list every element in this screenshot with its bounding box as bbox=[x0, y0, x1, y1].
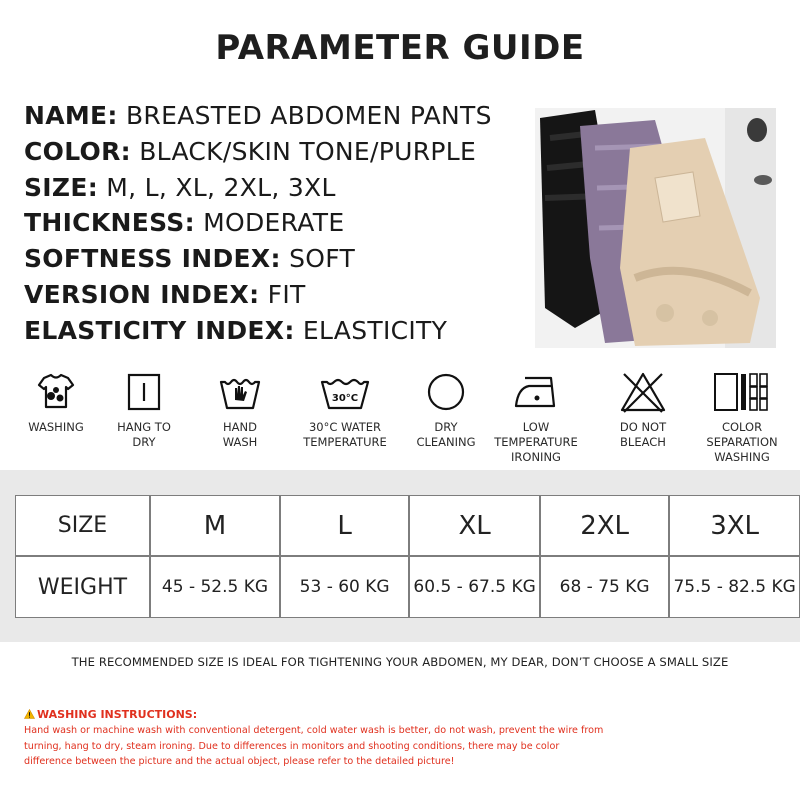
spec-size bbox=[24, 170, 534, 206]
hand-wash-icon bbox=[218, 370, 262, 414]
care-color-separation bbox=[692, 370, 792, 465]
size-cell: 2XL bbox=[540, 495, 669, 556]
care-label: DRY CLEANING bbox=[416, 420, 476, 449]
size-cell: M bbox=[150, 495, 280, 556]
care-dry-cleaning bbox=[396, 370, 496, 450]
spec-key: THICKNESS: bbox=[24, 208, 195, 238]
care-label: COLOR SEPARATION WASHING bbox=[706, 420, 778, 464]
spec-value: BREASTED ABDOMEN PANTS bbox=[125, 101, 492, 130]
spec-elasticity bbox=[24, 313, 534, 349]
weight-cell: 60.5 - 67.5 KG bbox=[409, 556, 540, 618]
care-label: HAND WASH bbox=[222, 420, 258, 449]
page-title: PARAMETER GUIDE bbox=[215, 28, 585, 68]
spec-value: FIT bbox=[267, 279, 306, 309]
spec-key: SOFTNESS INDEX: bbox=[24, 244, 281, 274]
color-separation-icon bbox=[712, 370, 772, 414]
weight-cell: 68 - 75 KG bbox=[540, 556, 669, 618]
dry-cleaning-icon bbox=[424, 370, 468, 414]
iron-low-icon bbox=[511, 370, 561, 414]
weight-header-cell: WEIGHT bbox=[15, 556, 150, 618]
spec-name bbox=[24, 98, 534, 134]
size-cell: XL bbox=[409, 495, 540, 556]
care-label: LOW TEMPERATURE IRONING bbox=[494, 420, 578, 464]
spec-softness bbox=[24, 241, 534, 277]
washing-instructions bbox=[24, 707, 624, 770]
hang-to-dry-icon bbox=[122, 370, 166, 414]
spec-key: ELASTICITY INDEX: bbox=[24, 315, 295, 345]
spec-value: BLACK/SKIN TONE/PURPLE bbox=[139, 136, 477, 166]
size-row bbox=[15, 495, 800, 556]
warning-title: WASHING INSTRUCTIONS: bbox=[37, 708, 198, 721]
spec-value: MODERATE bbox=[203, 208, 345, 238]
spec-key: NAME: bbox=[24, 101, 118, 130]
spec-value: M, L, XL, 2XL, 3XL bbox=[106, 172, 336, 202]
care-label: DO NOT BLEACH bbox=[619, 420, 667, 449]
weight-row bbox=[15, 556, 800, 618]
spec-key: COLOR: bbox=[24, 136, 131, 166]
size-header-cell: SIZE bbox=[15, 495, 150, 556]
water-temp-badge: 30°C bbox=[331, 393, 359, 404]
care-iron-low bbox=[486, 370, 586, 465]
size-table bbox=[15, 495, 800, 618]
water-temperature-icon bbox=[319, 370, 371, 414]
product-photo bbox=[535, 108, 776, 348]
spec-value: SOFT bbox=[289, 244, 356, 274]
warning-icon bbox=[24, 709, 35, 719]
spec-thickness bbox=[24, 205, 534, 241]
weight-cell: 45 - 52.5 KG bbox=[150, 556, 280, 618]
weight-cell: 53 - 60 KG bbox=[280, 556, 409, 618]
do-not-bleach-icon bbox=[618, 370, 668, 414]
size-cell: L bbox=[280, 495, 409, 556]
spec-color bbox=[24, 134, 534, 170]
care-hand-wash bbox=[190, 370, 290, 450]
size-cell: 3XL bbox=[669, 495, 800, 556]
spec-key: SIZE: bbox=[24, 172, 99, 202]
spec-version bbox=[24, 277, 534, 313]
warning-text: Hand wash or machine wash with conventional detergent, cold water wash is better, do not wash, prevent the wire from turning, hang to dry, steam ironing. Due to differences in monitors and shooting conditions, there may be color difference between the picture and the actual object, please refer to the detailed picture! bbox=[24, 725, 604, 767]
spec-key: VERSION INDEX: bbox=[24, 279, 260, 309]
care-washing bbox=[6, 370, 106, 435]
care-icons-row bbox=[0, 370, 800, 470]
size-chart-panel bbox=[0, 470, 800, 642]
care-label: 30°C WATER TEMPERATURE bbox=[303, 420, 387, 449]
care-water-temp bbox=[295, 370, 395, 450]
care-label: WASHING bbox=[28, 420, 84, 434]
size-note: THE RECOMMENDED SIZE IS IDEAL FOR TIGHTENING YOUR ABDOMEN, MY DEAR, DON’T CHOOSE A SMALL SIZE bbox=[71, 655, 729, 669]
care-do-not-bleach bbox=[593, 370, 693, 450]
warning-heading bbox=[24, 707, 624, 723]
washing-shirt-icon bbox=[34, 370, 78, 414]
spec-list bbox=[24, 98, 534, 349]
spec-value: ELASTICITY bbox=[302, 315, 448, 345]
weight-cell: 75.5 - 82.5 KG bbox=[669, 556, 800, 618]
care-hang-dry bbox=[94, 370, 194, 450]
care-label: HANG TO DRY bbox=[117, 420, 171, 449]
